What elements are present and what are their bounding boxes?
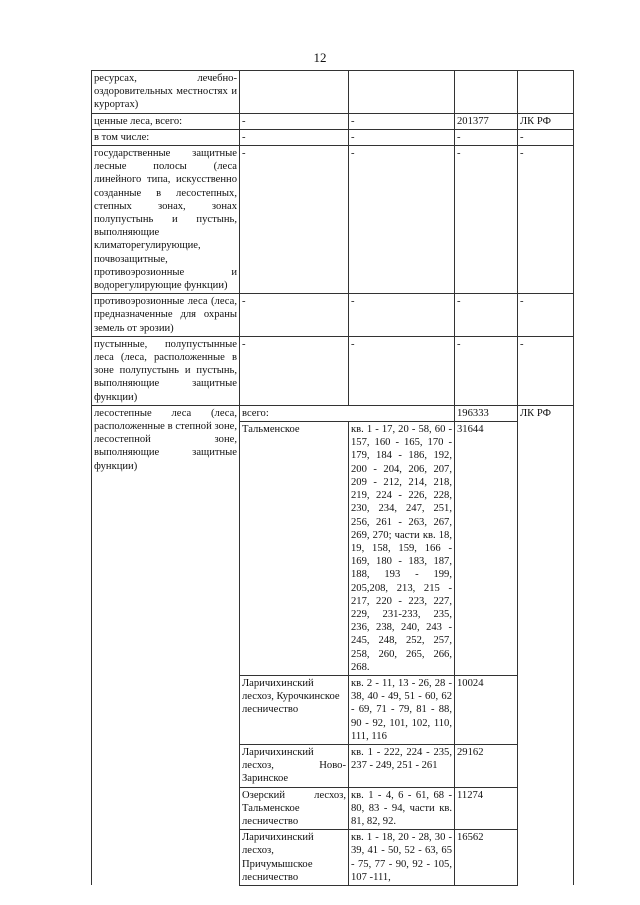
- table-row-steppe-total: [92, 405, 574, 421]
- table-row-valuable: [92, 113, 574, 129]
- cell-place: Озерский лесхоз, Тальменское лесничество: [240, 787, 349, 830]
- cell-dash: -: [240, 129, 349, 145]
- cell-blocks: кв. 1 - 17, 20 - 58, 60 - 157, 160 - 165, 170 - 179, 184 - 186, 192, 200 - 204, 206, 207, 209 - 212, 214, 218, 219, 224 - 226, 228, 230, 234, 247, 251, 256, 261 - 263, 267, 269, 270; части кв. 18, 19, 158, 159, 166 - 169, 180 - 183, 187, 188, 193 - 199, 205,208, 213, 215 - 217, 220 - 223, 227, 229, 231-233, 235, 236, 238, 240, 243 - 245, 248, 252, 257, 258, 260, 265, 266, 268.: [349, 422, 455, 676]
- cell-dash: -: [240, 294, 349, 337]
- cell-place: Ларичихинский лесхоз, Причумышское лесничество: [240, 830, 349, 886]
- cell-dash: -: [349, 146, 455, 294]
- cell-dash: -: [518, 336, 574, 405]
- cell-empty: [349, 71, 455, 114]
- cell-dash: -: [518, 129, 574, 145]
- cell-dash: -: [518, 294, 574, 337]
- cell-total-label: всего:: [240, 405, 455, 421]
- cell-dash: -: [240, 146, 349, 294]
- cell-empty: [455, 71, 518, 114]
- cell-dash: -: [455, 129, 518, 145]
- cell-category: пустынные, полупустынные леса (леса, расположенные в зоне полупустынь и пустынь, выполняющие защитные функции): [92, 336, 240, 405]
- cell-dash: -: [455, 146, 518, 294]
- cell-empty: [518, 71, 574, 114]
- cell-blocks: кв. 1 - 4, 6 - 61, 68 - 80, 83 - 94, части кв. 81, 82, 92.: [349, 787, 455, 830]
- cell-category: в том числе:: [92, 129, 240, 145]
- cell-dash: -: [518, 146, 574, 294]
- cell-place: Ларичихинский лесхоз, Ново-Заринское: [240, 744, 349, 787]
- cell-dash: -: [240, 113, 349, 129]
- page-number: 12: [313, 50, 327, 65]
- cell-place: Ларичихинский лесхоз, Курочкинское лесничество: [240, 675, 349, 744]
- cell-category: лесостепные леса (леса, расположенные в степной зоне, лесостепной зоне, выполняющие защитные функции): [92, 405, 240, 885]
- cell-area: 29162: [455, 744, 518, 787]
- cell-text: ресурсах, лечебно-оздоровительных местностях и курортах): [92, 71, 240, 114]
- cell-area: 11274: [455, 787, 518, 830]
- cell-dash: -: [349, 113, 455, 129]
- forest-table: [91, 70, 574, 886]
- cell-dash: -: [349, 336, 455, 405]
- table-row-anti-erosion: [92, 294, 574, 337]
- cell-place: Тальменское: [240, 422, 349, 676]
- cell-area: 201377: [455, 113, 518, 129]
- cell-blocks: кв. 1 - 222, 224 - 235, 237 - 249, 251 - 261: [349, 744, 455, 787]
- table-row-state-protective: [92, 146, 574, 294]
- cell-dash: -: [455, 294, 518, 337]
- cell-blocks: кв. 1 - 18, 20 - 28, 30 - 39, 41 - 50, 52 - 63, 65 - 75, 77 - 90, 92 - 105, 107 -111,: [349, 830, 455, 886]
- cell-area: 16562: [455, 830, 518, 886]
- cell-reference: ЛК РФ: [518, 405, 574, 885]
- cell-dash: -: [455, 336, 518, 405]
- cell-area: 31644: [455, 422, 518, 676]
- cell-category: противоэрозионные леса (леса, предназначенные для охраны земель от эрозии): [92, 294, 240, 337]
- cell-dash: -: [349, 294, 455, 337]
- table-row-desert: [92, 336, 574, 405]
- cell-blocks: кв. 2 - 11, 13 - 26, 28 - 38, 40 - 49, 51 - 60, 62 - 69, 71 - 79, 81 - 88, 90 - 92, 101, 102, 110, 111, 116: [349, 675, 455, 744]
- cell-category: государственные защитные лесные полосы (леса линейного типа, искусственно созданные в лесостепных, степных зонах, зонах полупустынь и пустынь, выполняющие климаторегулирующие, почвозащитные, противоэрозионные и водорегулирующие функции): [92, 146, 240, 294]
- cell-empty: [240, 71, 349, 114]
- cell-area: 196333: [455, 405, 518, 421]
- cell-category: ценные леса, всего:: [92, 113, 240, 129]
- cell-dash: -: [240, 336, 349, 405]
- cell-area: 10024: [455, 675, 518, 744]
- cell-dash: -: [349, 129, 455, 145]
- table-row-resources: [92, 71, 574, 114]
- cell-reference: ЛК РФ: [518, 113, 574, 129]
- table-row-including: [92, 129, 574, 145]
